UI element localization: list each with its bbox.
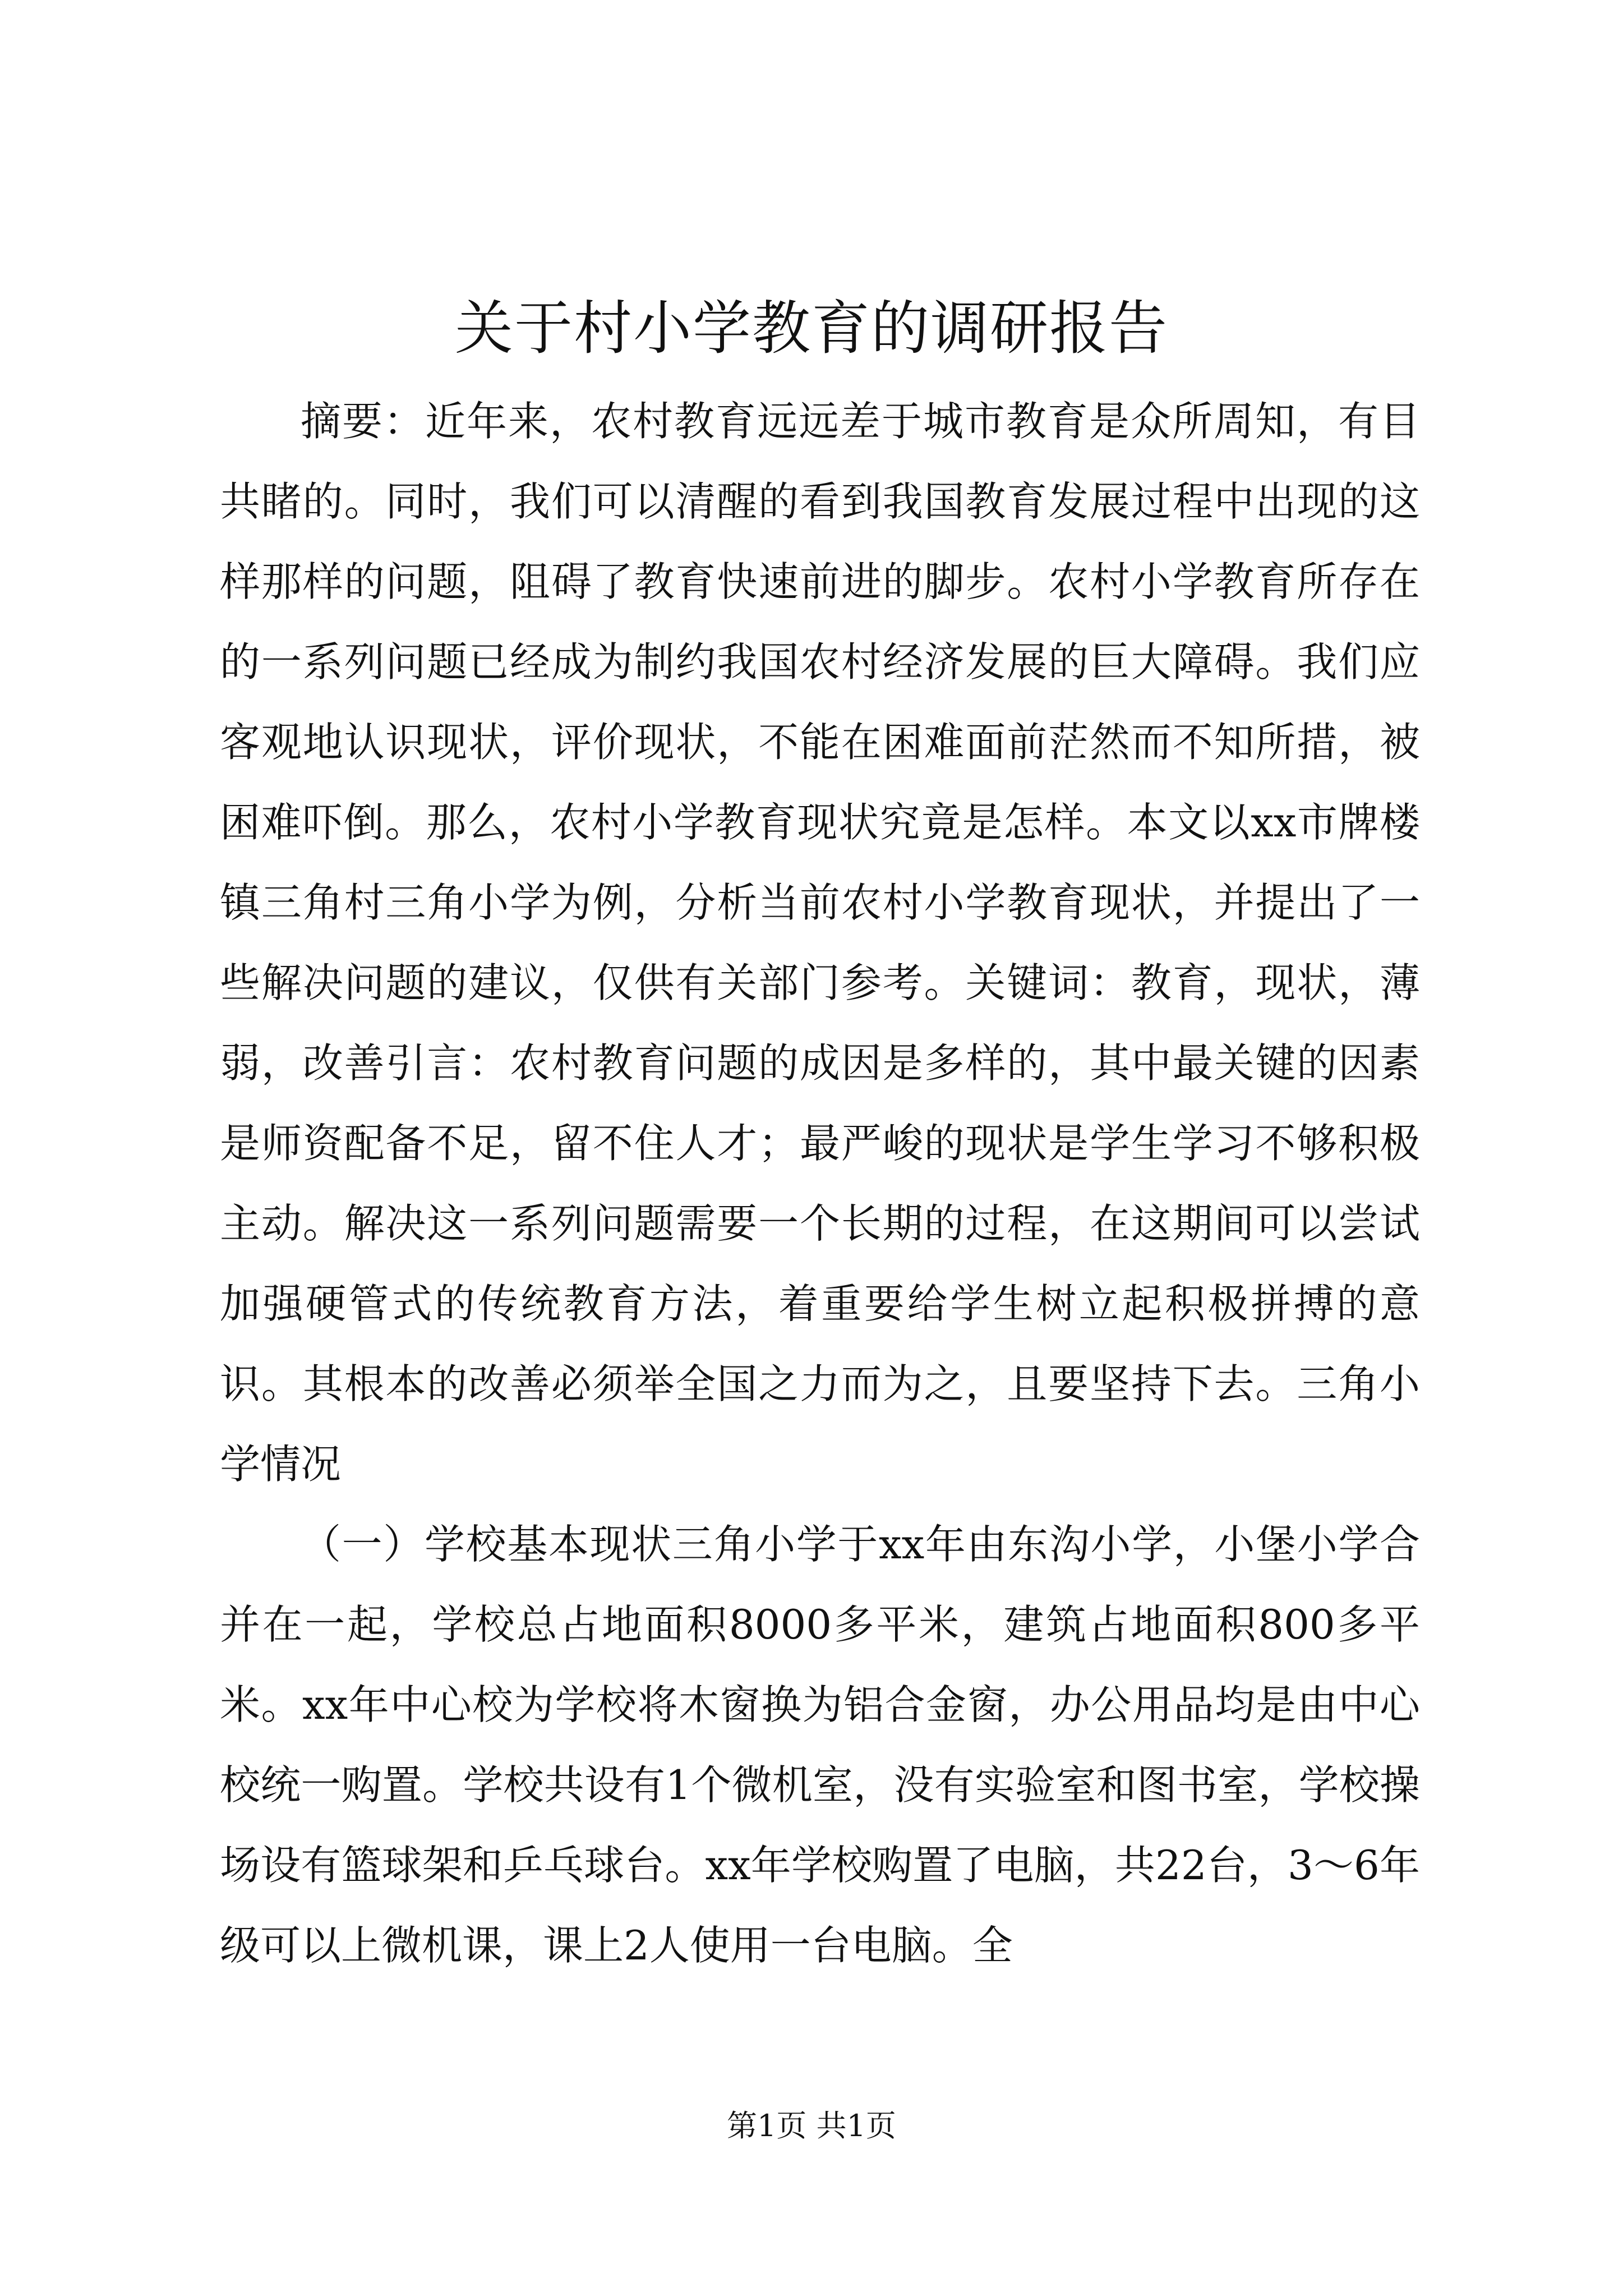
document-title: 关于村小学教育的调研报告 xyxy=(454,294,1168,362)
school-status-paragraph: （一）学校基本现状三角小学于xx年由东沟小学，小堡小学合并在一起，学校总占地面积8000多平米，建筑占地面积800多平米。xx年中心校为学校将木窗换为铝合金窗，办公用品均是由中心校统一购置。学校共设有1个微机室，没有实验室和图书室，学校操场设有篮球架和乒乓球台。xx年学校购置了电脑，共22台，3～6年级可以上微机课，课上2人使用一台电脑。全 xyxy=(220,1521,1420,1969)
document-body xyxy=(220,381,1420,1986)
page-footer: 第1页 共1页 xyxy=(727,2108,896,2143)
abstract-paragraph: 摘要：近年来，农村教育远远差于城市教育是众所周知，有目共睹的。同时，我们可以清醒的看到我国教育发展过程中出现的这样那样的问题，阻碍了教育快速前进的脚步。农村小学教育所存在的一系列问题已经成为制约我国农村经济发展的巨大障碍。我们应客观地认识现状，评价现状，不能在困难面前茫然而不知所措，被困难吓倒。那么，农村小学教育现状究竟是怎样。本文以xx市牌楼镇三角村三角小学为例，分析当前农村小学教育现状，并提出了一些解决问题的建议，仅供有关部门参考。关键词：教育，现状，薄弱，改善引言：农村教育问题的成因是多样的，其中最关键的因素是师资配备不足，留不住人才；最严峻的现状是学生学习不够积极主动。解决这一系列问题需要一个长期的过程，在这期间可以尝试加强硬管式的传统教育方法，着重要给学生树立起积极拼搏的意识。其根本的改善必须举全国之力而为之，且要坚持下去。三角小学情况 xyxy=(220,398,1420,1488)
